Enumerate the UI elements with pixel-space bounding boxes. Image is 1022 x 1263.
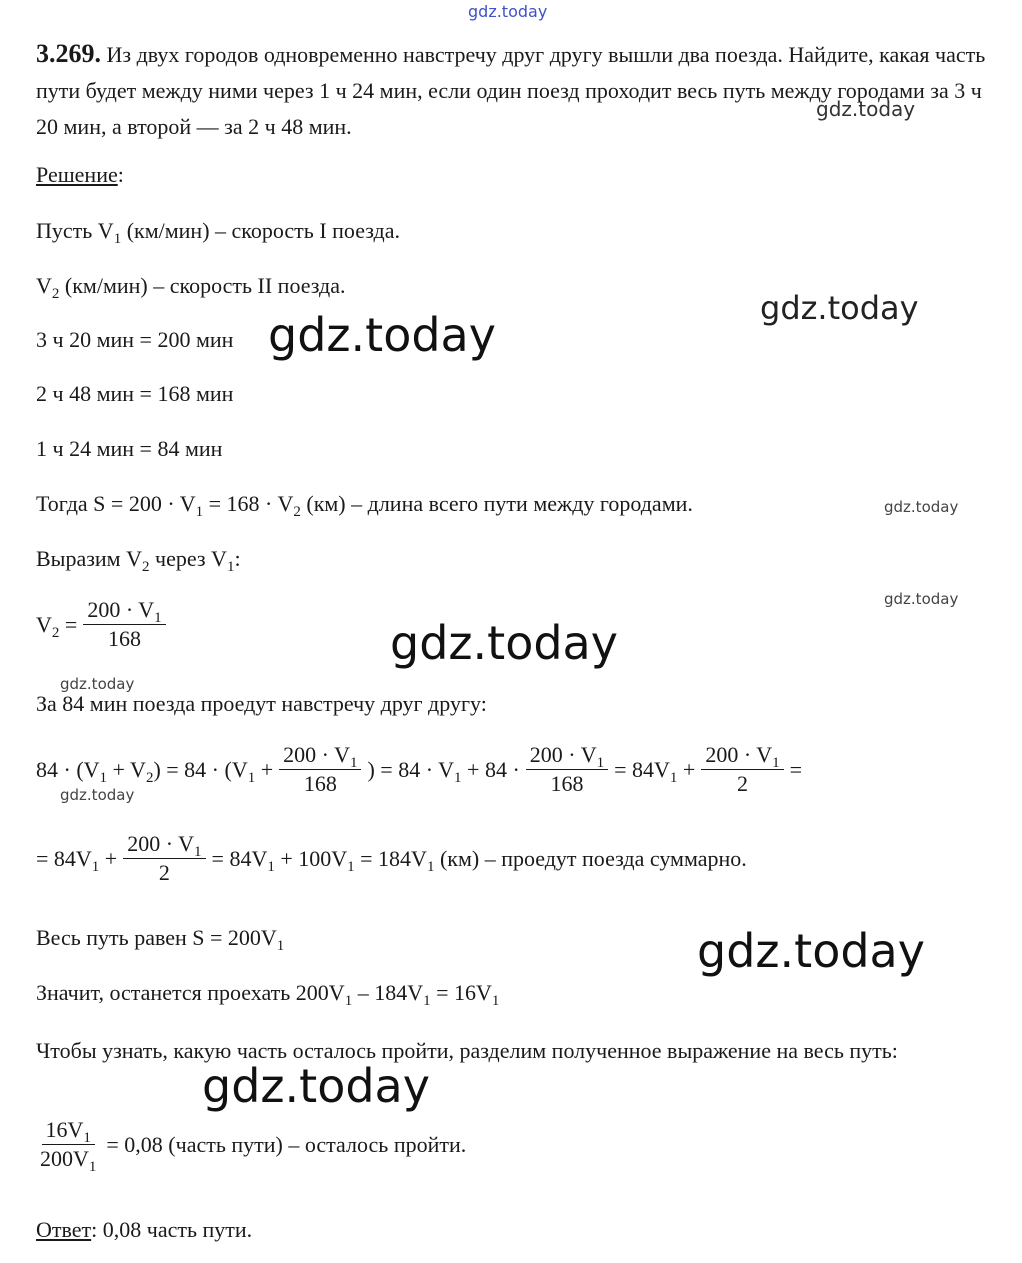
- watermark: gdz.today: [760, 289, 919, 327]
- result-formula: $\frac{16V_1}{200V_1}$ = 0,08 (часть пути) – осталось пройти.: [36, 1118, 466, 1171]
- fraction: $\frac{200 \cdot V_1}{2}$: [123, 832, 205, 885]
- v2-formula: $V_2$ = $\frac{200 \cdot V_1}{168}$: [36, 598, 172, 651]
- problem-statement: [36, 36, 1008, 145]
- watermark: gdz.today: [202, 1059, 430, 1113]
- divide-instruction: Чтобы узнать, какую часть осталось пройти, разделим полученное выражение на весь путь:: [36, 1038, 898, 1063]
- fraction: $\frac{200 \cdot V_1}{2}$: [701, 743, 783, 796]
- problem-text: Из двух городов одновременно навстречу друг другу вышли два поезда. Найдите, какая часть пути будет между ними через 1 ч 24 мин, если один поезд проходит весь путь между городами за 3 ч 20 мин, а второй — за 2 ч 48 мин.: [36, 42, 986, 139]
- fraction: $\frac{200 \cdot V_1}{168}$: [83, 598, 165, 651]
- answer: Ответ: 0,08 часть пути.: [36, 1217, 253, 1242]
- definition-v1: Пусть $V_1$ (км/мин) – скорость I поезда.: [36, 218, 400, 247]
- in-84-minutes-text: За 84 мин поезда проедут навстречу друг другу:: [36, 691, 487, 716]
- watermark: gdz.today: [60, 786, 135, 804]
- watermark: gdz.today: [390, 616, 618, 670]
- fraction: $\frac{200 \cdot V_1}{168}$: [279, 743, 361, 796]
- problem-number: 3.269.: [36, 39, 101, 68]
- definition-v2: $V_2$ (км/мин) – скорость II поезда.: [36, 273, 346, 302]
- watermark: gdz.today: [884, 498, 959, 516]
- time-conversion-1: 3 ч 20 мин = 200 мин: [36, 327, 234, 352]
- time-conversion-3: 1 ч 24 мин = 84 мин: [36, 436, 223, 461]
- equation-line-2: = $84V_1$ + $\frac{200 \cdot V_1}{2}$ = $84V_1 + 100V_1 = 184V_1$ (км) – проедут поезда суммарно.: [36, 831, 747, 886]
- time-conversion-2: 2 ч 48 мин = 168 мин: [36, 381, 234, 406]
- watermark: gdz.today: [60, 675, 135, 693]
- watermark: gdz.today: [816, 97, 916, 121]
- watermark: gdz.today: [697, 924, 925, 978]
- express-v2-text: Выразим $V_2$ через $V_1$:: [36, 546, 241, 575]
- fraction: $\frac{16V_1}{200V_1}$: [40, 1117, 97, 1176]
- remaining-path-text: Значит, останется проехать $200V_1 - 184V_1 = 16V_1$: [36, 980, 500, 1009]
- fraction: $\frac{200 \cdot V_1}{168}$: [526, 743, 608, 796]
- watermark: gdz.today: [268, 308, 496, 362]
- watermark: gdz.today: [884, 590, 959, 608]
- equation-line-1: $84 \cdot (V_1 + V_2) = 84 \cdot (V_1$ + $\frac{200 \cdot V_1}{168}$ ) = $84 \cdot V_1 + 84$ · $\frac{200 \cdot V_1}{168}$ = $84V_1$ + $\frac{200 \cdot V_1}{2}$ =: [36, 742, 803, 797]
- whole-path-text: Весь путь равен $S = 200V_1$: [36, 925, 285, 954]
- solution-heading: Решение:: [36, 162, 124, 187]
- path-length-equation: Тогда $S = 200 \cdot V_1 = 168 \cdot V_2$ (км) – длина всего пути между городами.: [36, 491, 693, 520]
- watermark: gdz.today: [468, 2, 548, 21]
